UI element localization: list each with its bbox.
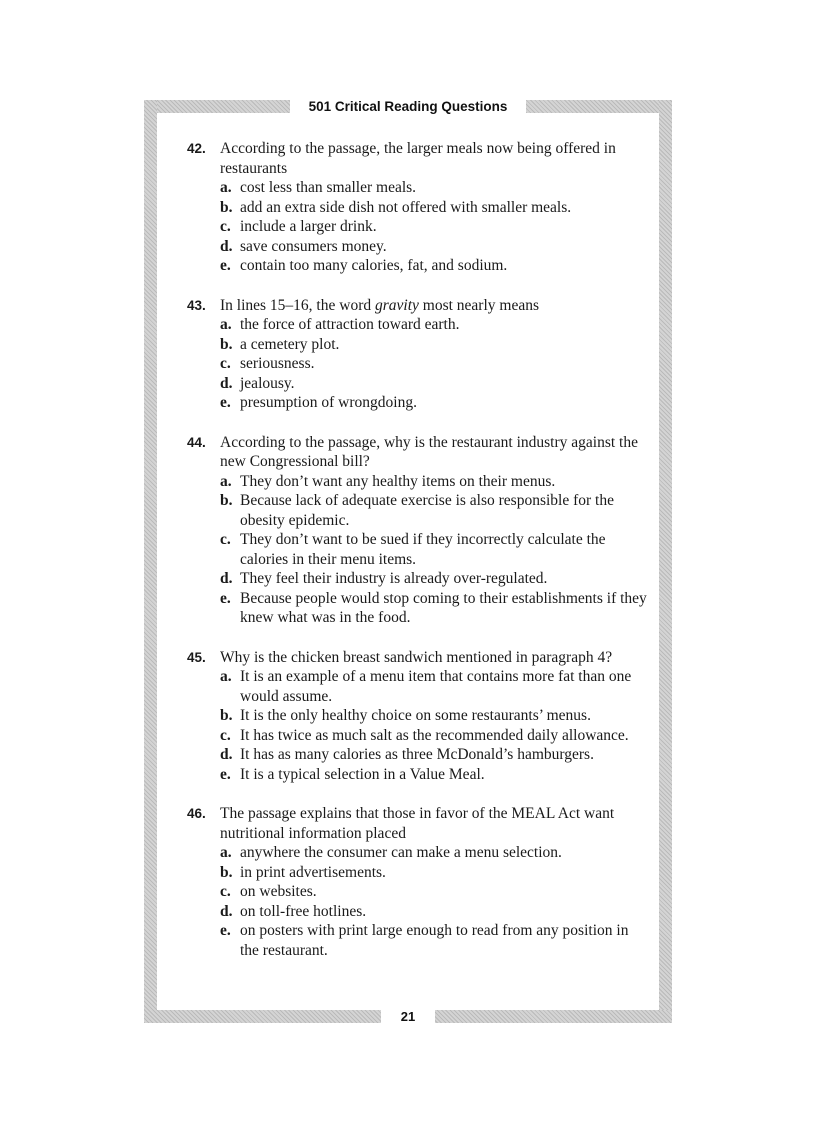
option-letter: c. [220, 726, 231, 744]
question-number: 43. [187, 297, 206, 313]
option-letter: d. [220, 902, 233, 920]
page-header-title: 501 Critical Reading Questions [290, 98, 526, 115]
page-number: 21 [381, 1007, 435, 1026]
option-text: include a larger drink. [240, 218, 377, 235]
option-text: on toll-free hotlines. [240, 902, 367, 920]
answer-option[interactable] [220, 491, 647, 530]
question-stem: The passage explains that those in favor of the MEAL Act want nutritional information placed [220, 805, 615, 842]
option-letter: b. [220, 492, 233, 509]
option-text: save consumers money. [240, 237, 387, 255]
option-letter: e. [220, 765, 231, 783]
answer-option[interactable] [220, 315, 647, 335]
answer-option[interactable] [220, 882, 647, 902]
option-text: in print advertisements. [240, 863, 386, 881]
option-letter: c. [220, 218, 231, 235]
option-letter: c. [220, 355, 231, 372]
option-text: Because lack of adequate exercise is also responsible for the obesity epidemic. [240, 492, 614, 529]
question-stem: Why is the chicken breast sandwich mentioned in paragraph 4? [220, 648, 613, 666]
answer-options [220, 843, 647, 960]
question-stem: According to the passage, the larger meals now being offered in restaurants [220, 140, 616, 177]
answer-option[interactable] [220, 569, 647, 589]
answer-option[interactable] [220, 745, 647, 765]
question-number: 46. [187, 806, 206, 821]
answer-option[interactable] [220, 921, 647, 960]
option-letter: b. [220, 335, 233, 353]
answer-option[interactable] [220, 178, 647, 198]
frame-right-border [659, 100, 672, 1023]
option-letter: e. [220, 922, 231, 939]
option-text: on posters with print large enough to read from any position in the restaurant. [240, 922, 629, 959]
option-letter: d. [220, 374, 233, 392]
option-text: They don’t want any healthy items on their menus. [240, 472, 556, 490]
answer-option[interactable] [220, 393, 647, 413]
answer-options [220, 472, 647, 628]
answer-option[interactable] [220, 530, 647, 569]
option-letter: b. [220, 863, 233, 881]
option-letter: a. [220, 316, 232, 333]
option-text: on websites. [240, 883, 317, 900]
answer-option[interactable] [220, 706, 647, 726]
option-letter: b. [220, 198, 233, 216]
option-text: anywhere the consumer can make a menu selection. [240, 844, 562, 861]
question-number: 44. [187, 434, 206, 450]
answer-option[interactable] [220, 472, 647, 492]
answer-options [220, 178, 647, 276]
answer-option[interactable] [220, 256, 647, 276]
question-number: 45. [187, 649, 206, 665]
option-text: It has twice as much salt as the recommended daily allowance. [240, 726, 629, 744]
question-stem [220, 296, 647, 316]
question-45 [187, 648, 647, 785]
answer-option[interactable] [220, 374, 647, 394]
stem-italic-word: gravity [374, 296, 419, 314]
question-stem: According to the passage, why is the restaurant industry against the new Congressional bill? [220, 433, 638, 470]
option-text: They feel their industry is already over-regulated. [240, 570, 548, 587]
option-letter: d. [220, 237, 233, 255]
option-letter: d. [220, 570, 233, 587]
answer-options [220, 315, 647, 413]
option-text: cost less than smaller meals. [240, 179, 417, 196]
answer-option[interactable] [220, 589, 647, 628]
answer-option[interactable] [220, 217, 647, 237]
option-letter: a. [220, 472, 232, 490]
option-text: a cemetery plot. [240, 335, 340, 353]
answer-option[interactable] [220, 198, 647, 218]
option-text: seriousness. [240, 355, 315, 372]
stem-text: In lines 15–16, the word [220, 296, 375, 314]
option-text: jealousy. [240, 374, 295, 392]
question-number: 42. [187, 141, 206, 156]
option-text: Because people would stop coming to their establishments if they knew what was in the food. [240, 589, 647, 626]
question-list [187, 139, 647, 980]
answer-option[interactable] [220, 765, 647, 785]
answer-option[interactable] [220, 843, 647, 863]
option-letter: c. [220, 883, 231, 900]
option-letter: d. [220, 746, 233, 763]
option-text: It is the only healthy choice on some restaurants’ menus. [240, 707, 591, 724]
option-text: presumption of wrongdoing. [240, 394, 417, 411]
answer-option[interactable] [220, 902, 647, 922]
option-text: It is a typical selection in a Value Meal. [240, 765, 485, 783]
option-letter: c. [220, 531, 231, 548]
answer-option[interactable] [220, 667, 647, 706]
answer-option[interactable] [220, 237, 647, 257]
question-42 [187, 139, 647, 276]
question-43 [187, 296, 647, 413]
answer-option[interactable] [220, 863, 647, 883]
frame-left-border [144, 100, 157, 1023]
option-letter: a. [220, 844, 232, 861]
option-letter: e. [220, 589, 231, 607]
option-letter: e. [220, 257, 231, 274]
question-46 [187, 804, 647, 960]
answer-options [220, 667, 647, 784]
option-text: It has as many calories as three McDonald’s hamburgers. [240, 746, 594, 763]
question-44 [187, 433, 647, 628]
answer-option[interactable] [220, 335, 647, 355]
option-text: They don’t want to be sued if they incorrectly calculate the calories in their menu items. [240, 531, 606, 568]
option-letter: e. [220, 394, 231, 411]
answer-option[interactable] [220, 726, 647, 746]
option-text: the force of attraction toward earth. [240, 316, 460, 333]
option-letter: a. [220, 179, 232, 196]
option-letter: b. [220, 707, 233, 724]
answer-option[interactable] [220, 354, 647, 374]
option-letter: a. [220, 668, 232, 685]
stem-text: most nearly means [418, 296, 539, 314]
option-text: add an extra side dish not offered with smaller meals. [240, 198, 572, 216]
option-text: contain too many calories, fat, and sodium. [240, 257, 508, 274]
option-text: It is an example of a menu item that contains more fat than one would assume. [240, 668, 632, 705]
